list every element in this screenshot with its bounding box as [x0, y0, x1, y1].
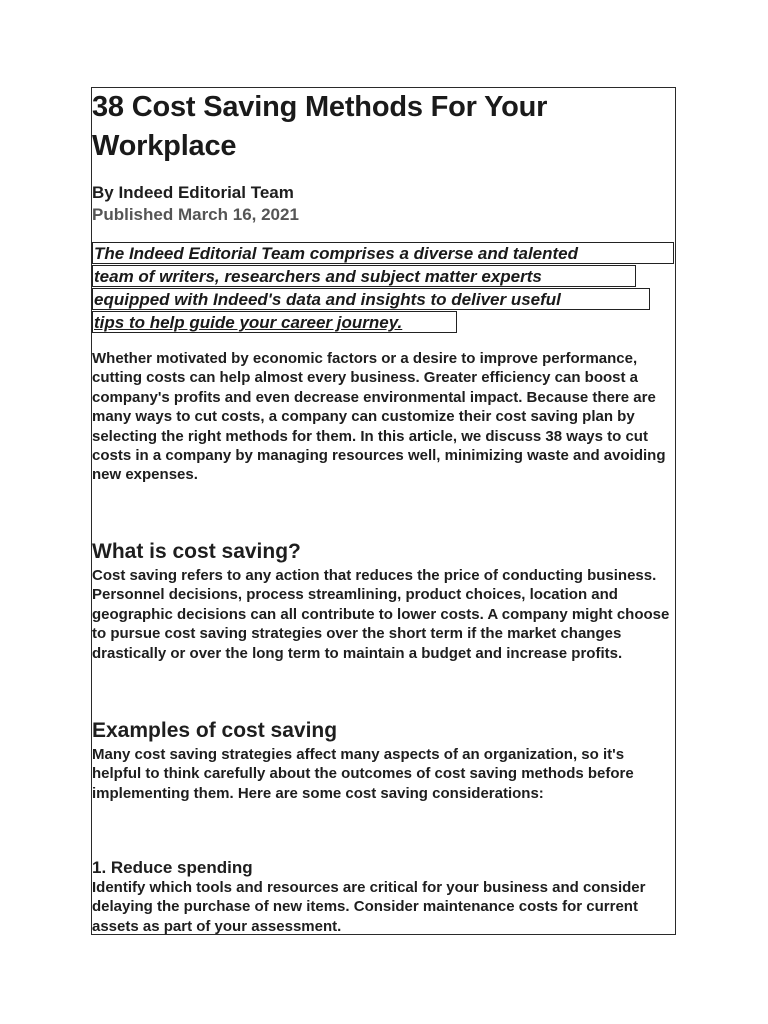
editorial-note-line: team of writers, researchers and subject matter experts — [92, 265, 636, 287]
byline: By Indeed Editorial Team — [92, 183, 294, 202]
document-page — [91, 87, 676, 935]
intro-paragraph: Whether motivated by economic factors or a desire to improve performance, cutting costs can help almost every business. Greater efficiency can boost a company's profits and even decrease environmental impact. Because there are many ways to cut costs, a company can customize their cost saving plan by selecting the right methods for them. In this article, we discuss 38 ways to cut costs in a company by managing resources well, minimizing waste and avoiding new expenses. — [92, 350, 666, 484]
editorial-note-link[interactable] — [92, 311, 457, 333]
editorial-note-line: equipped with Indeed's data and insights to deliver useful — [92, 288, 650, 310]
section-heading-examples: Examples of cost saving — [92, 719, 338, 743]
section-paragraph: Many cost saving strategies affect many aspects of an organization, so it's helpful to think carefully about the outcomes of cost saving methods before implementing them. Here are some cost saving considerations: — [92, 746, 634, 802]
article-title: 38 Cost Saving Methods For Your Workplace — [92, 91, 548, 162]
editorial-note-line: The Indeed Editorial Team comprises a diverse and talented — [92, 242, 674, 264]
item-heading-reduce-spending: 1. Reduce spending — [92, 858, 253, 877]
published-date: Published March 16, 2021 — [92, 205, 299, 224]
editorial-note-line[interactable]: tips to help guide your career journey. — [94, 313, 403, 332]
section-paragraph: Cost saving refers to any action that reduces the price of conducting business. Personnel decisions, process streamlining, product choices, location and geographic decisions can all contribute to lower costs. A company might choose to pursue cost saving strategies over the short term if the market changes drastically or over the long term to maintain a budget and increase profits. — [92, 567, 670, 662]
section-heading-what-is-cost-saving: What is cost saving? — [92, 540, 301, 564]
item-paragraph: Identify which tools and resources are critical for your business and consider delaying the purchase of new items. Consider maintenance costs for current assets as part of your assessment. — [92, 879, 646, 935]
